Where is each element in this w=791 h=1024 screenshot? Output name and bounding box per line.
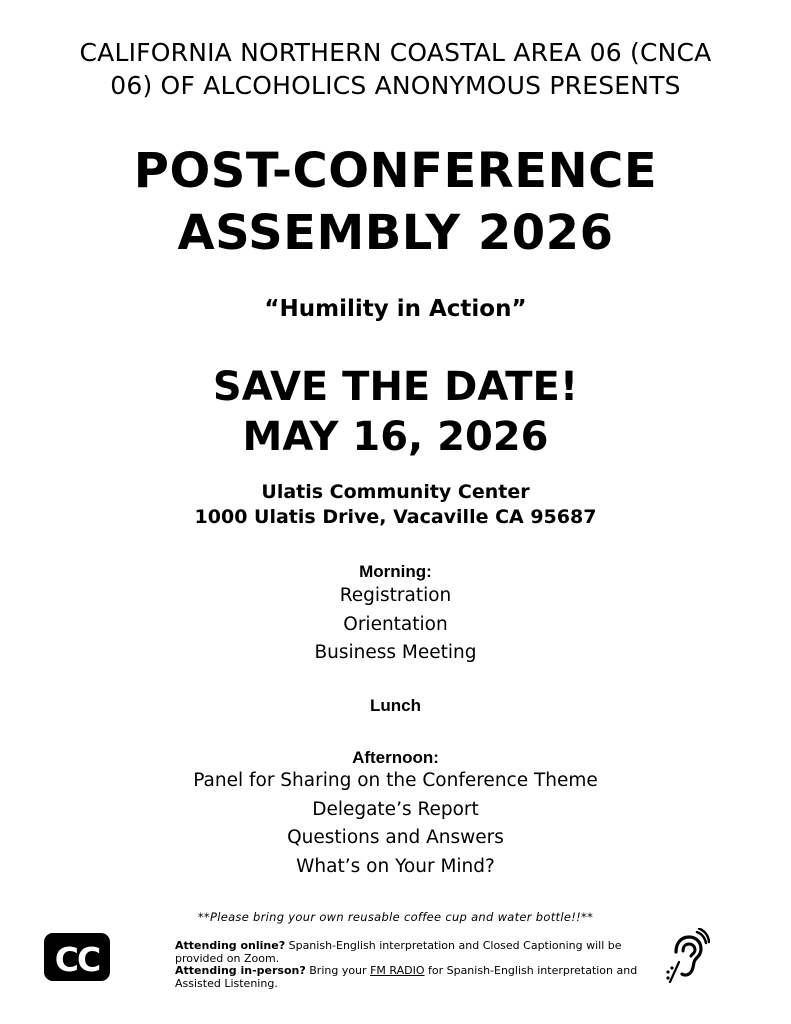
online-text: Spanish-English interpretation and Closed Captioning will be provided on Zoom. [175, 939, 622, 965]
event-title [0, 140, 791, 264]
online-info [175, 940, 655, 965]
title-line-2: ASSEMBLY 2026 [177, 205, 614, 261]
presenter-line-2: 06) OF ALCOHOLICS ANONYMOUS PRESENTS [110, 71, 681, 100]
list-item: Business Meeting [314, 642, 477, 664]
cc-label: CC [54, 940, 100, 979]
date-line: MAY 16, 2026 [242, 414, 549, 460]
list-item: Registration [339, 585, 452, 606]
venue-address: 1000 Ulatis Drive, Vacaville CA 95687 [194, 506, 597, 528]
list-item: Questions and Answers [287, 827, 504, 849]
morning-heading: Morning: [359, 562, 432, 581]
presenter-line-1: CALIFORNIA NORTHERN COASTAL AREA 06 (CNCA [79, 38, 712, 67]
venue-name: Ulatis Community Center [261, 481, 530, 503]
venue [0, 480, 791, 530]
presenter-heading [0, 36, 791, 102]
title-line-1: POST-CONFERENCE [133, 143, 658, 199]
inperson-info [175, 965, 655, 990]
inperson-text-1: Bring your [305, 964, 371, 977]
accessibility-info [175, 940, 655, 990]
event-theme: “Humility in Action” [264, 296, 527, 322]
fm-radio-link[interactable]: FM RADIO [370, 964, 425, 977]
save-the-date [0, 362, 791, 462]
closed-caption-icon [43, 932, 111, 982]
morning-list [0, 582, 791, 668]
save-line: SAVE THE DATE! [212, 364, 579, 410]
reusable-cup-note: **Please bring your own reusable coffee cup and water bottle!!** [197, 910, 594, 924]
assisted-listening-icon [664, 928, 710, 984]
online-lead: Attending online? [175, 939, 286, 952]
list-item: Orientation [343, 613, 448, 635]
list-item: Panel for Sharing on the Conference Theme [193, 770, 598, 791]
lunch-heading: Lunch [370, 696, 421, 715]
afternoon-list [0, 767, 791, 881]
list-item: Delegate’s Report [312, 798, 479, 820]
list-item: What’s on Your Mind? [296, 855, 495, 877]
afternoon-heading: Afternoon: [352, 748, 439, 767]
inperson-text-2: for Spanish-English interpretation and Assisted Listening. [175, 964, 638, 990]
inperson-lead: Attending in-person? [175, 964, 306, 977]
